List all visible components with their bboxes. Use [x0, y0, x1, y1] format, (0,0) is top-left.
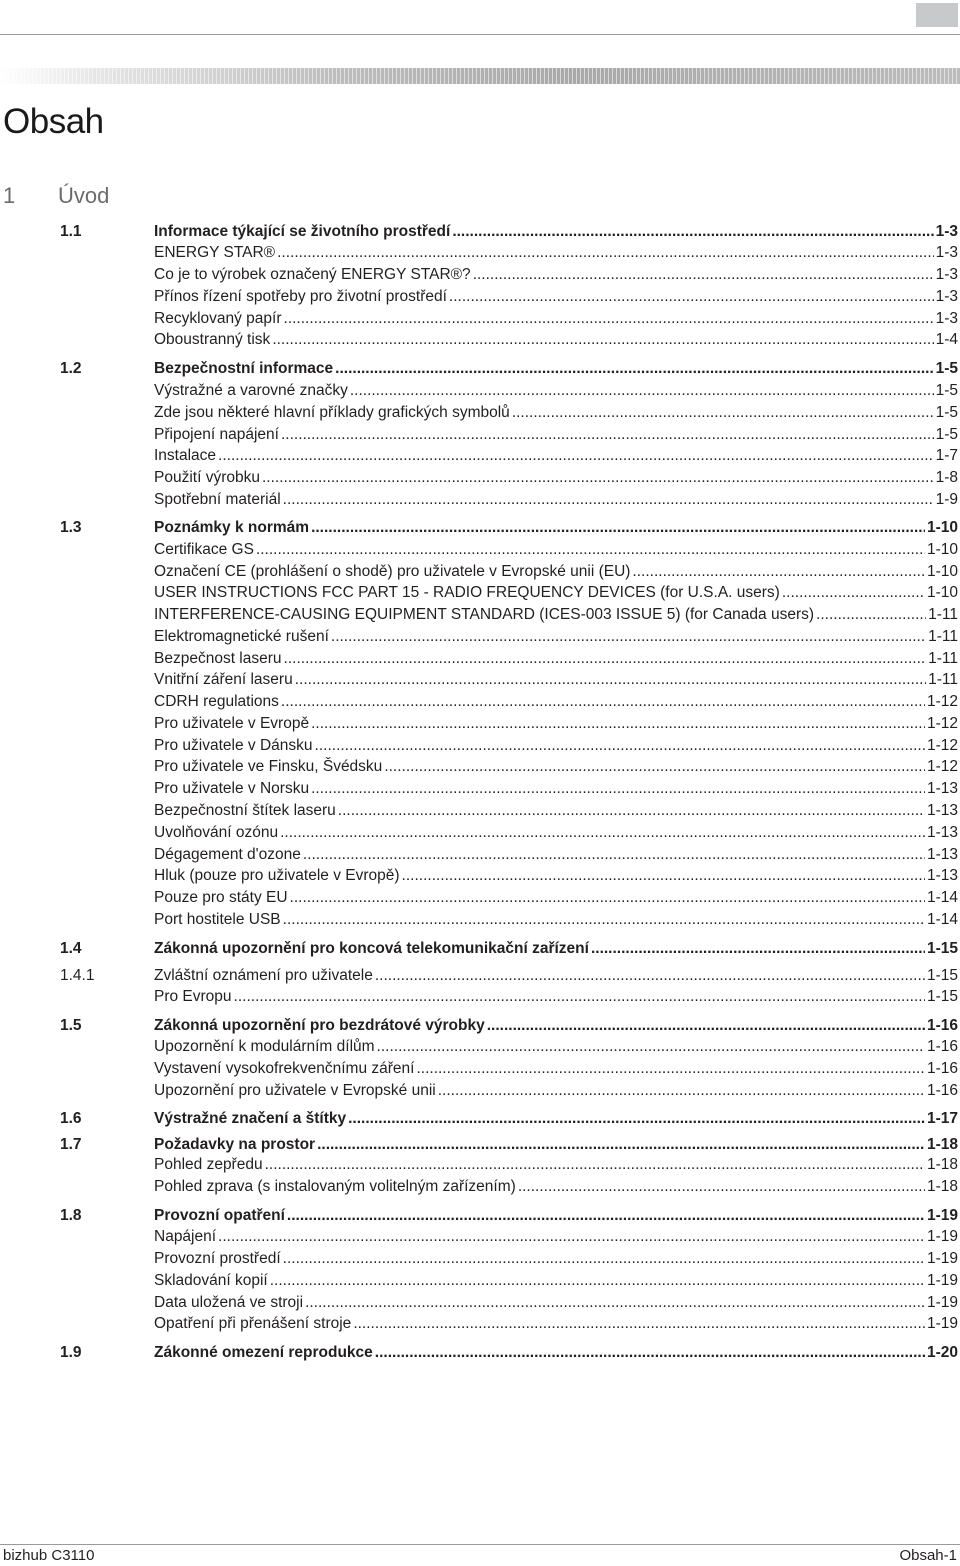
toc-entry-line — [154, 583, 958, 603]
toc-entry-title: Upozornění pro uživatele v Evropské unii — [154, 1082, 436, 1099]
toc-entry[interactable] — [0, 627, 960, 647]
toc-entry-page: 1-3 — [935, 223, 958, 240]
toc-dot-leader — [284, 649, 927, 669]
toc-entry[interactable] — [0, 910, 960, 930]
toc-dot-leader — [303, 845, 925, 865]
toc-dot-leader — [782, 583, 925, 603]
toc-dot-leader — [272, 330, 933, 350]
toc-entry-line — [154, 866, 958, 886]
toc-entry-page: 1-16 — [926, 1017, 958, 1034]
toc-entry-page: 1-19 — [926, 1228, 958, 1245]
toc-entry-page: 1-11 — [928, 606, 958, 623]
toc-entry[interactable] — [0, 468, 960, 488]
toc-entry-line — [154, 359, 958, 379]
footer-rule — [0, 1544, 960, 1545]
toc-entry-title: Výstražné značení a štítky — [154, 1110, 347, 1127]
toc-dot-leader — [280, 823, 925, 843]
toc-entry-title: Pro Evropu — [154, 988, 232, 1005]
toc-entry-page: 1-16 — [926, 1082, 958, 1099]
toc-entry-title: Zákonná upozornění pro koncová telekomunikační zařízení — [154, 940, 589, 957]
toc-entry[interactable] — [0, 670, 960, 690]
toc-entry[interactable] — [0, 987, 960, 1007]
toc-entry-line — [154, 540, 958, 560]
toc-entry[interactable] — [0, 583, 960, 603]
toc-entry-page: 1-3 — [935, 310, 958, 327]
toc-dot-leader — [283, 1249, 925, 1269]
toc-entry[interactable] — [0, 1249, 960, 1269]
toc-dot-leader — [281, 425, 934, 445]
toc-dot-leader — [283, 910, 925, 930]
toc-entry-line — [154, 910, 958, 930]
toc-entry[interactable] — [0, 757, 960, 777]
toc-entry-line — [154, 966, 958, 986]
toc-entry-page: 1-7 — [935, 447, 958, 464]
toc-section-1-7[interactable] — [0, 1135, 960, 1155]
toc-entry-page: 1-16 — [926, 1060, 958, 1077]
toc-entry-title: Port hostitele USB — [154, 911, 281, 928]
toc-entry-title: Informace týkající se životního prostředí — [154, 223, 451, 240]
toc-entry[interactable] — [0, 1081, 960, 1101]
toc-dot-leader — [438, 1081, 925, 1101]
toc-entry-line — [154, 939, 958, 959]
toc-dot-leader — [402, 866, 925, 886]
toc-entry-title: Zákonné omezení reprodukce — [154, 1344, 373, 1361]
toc-entry-number: 1.2 — [60, 360, 82, 377]
toc-entry-page: 1-18 — [926, 1178, 958, 1195]
toc-entry-number: 1.4.1 — [60, 967, 95, 984]
toc-section-1-3[interactable] — [0, 518, 960, 538]
toc-entry-line — [154, 309, 958, 329]
toc-entry-page: 1-16 — [926, 1038, 958, 1055]
toc-entry[interactable] — [0, 1271, 960, 1291]
toc-entry[interactable] — [0, 446, 960, 466]
toc-entry-title: Elektromagnetické rušení — [154, 628, 329, 645]
toc-dot-leader — [262, 468, 934, 488]
toc-entry-line — [154, 1037, 958, 1057]
toc-dot-leader — [518, 1177, 925, 1197]
toc-entry[interactable] — [0, 330, 960, 350]
toc-entry-line — [154, 1293, 958, 1313]
toc-entry-page: 1-14 — [926, 889, 958, 906]
toc-entry-title: Pro uživatele ve Finsku, Švédsku — [154, 758, 383, 775]
toc-dot-leader — [234, 987, 925, 1007]
toc-entry-line — [154, 381, 958, 401]
toc-entry-page: 1-5 — [935, 382, 958, 399]
toc-entry-line — [154, 605, 958, 625]
toc-entry[interactable] — [0, 1227, 960, 1247]
toc-entry-title: Bezpečnost laseru — [154, 650, 282, 667]
toc-entry-number: 1.4 — [60, 940, 82, 957]
toc-entry-page: 1-19 — [926, 1315, 958, 1332]
toc-entry-page: 1-11 — [928, 671, 958, 688]
toc-dot-leader — [218, 446, 934, 466]
toc-dot-leader — [816, 605, 926, 625]
toc-entry[interactable] — [0, 243, 960, 263]
toc-entry[interactable] — [0, 425, 960, 445]
toc-entry-page: 1-18 — [926, 1136, 958, 1153]
toc-dot-leader — [449, 287, 934, 307]
toc-entry[interactable] — [0, 1293, 960, 1313]
toc-entry[interactable] — [0, 801, 960, 821]
toc-entry-title: Instalace — [154, 447, 217, 464]
toc-dot-leader — [317, 1135, 925, 1155]
toc-entry[interactable] — [0, 287, 960, 307]
toc-entry-line — [154, 265, 958, 285]
toc-entry[interactable] — [0, 540, 960, 560]
toc-dot-leader — [315, 736, 925, 756]
toc-entry-page: 1-19 — [926, 1250, 958, 1267]
toc-entry-number: 1.6 — [60, 1110, 82, 1127]
toc-entry-line — [154, 736, 958, 756]
toc-dot-leader — [311, 714, 925, 734]
toc-entry-page: 1-3 — [935, 244, 958, 261]
toc-entry-page: 1-10 — [926, 519, 958, 536]
toc-dot-leader — [338, 801, 925, 821]
toc-entry-line — [154, 1135, 958, 1155]
toc-entry-page: 1-19 — [926, 1272, 958, 1289]
toc-entry-line — [154, 670, 958, 690]
toc-entry-line — [154, 1016, 958, 1036]
toc-section-1-8[interactable] — [0, 1206, 960, 1226]
toc-entry-page: 1-19 — [926, 1294, 958, 1311]
toc-section-1-4[interactable] — [0, 939, 960, 959]
toc-entry-title: Skladování kopií — [154, 1272, 268, 1289]
toc-entry-line — [154, 987, 958, 1007]
toc-entry-line — [154, 1206, 958, 1226]
toc-entry[interactable] — [0, 649, 960, 669]
toc-entry-title: Spotřební materiál — [154, 491, 281, 508]
toc-entry-page: 1-10 — [926, 584, 958, 601]
toc-entry-title: Výstražné a varovné značky — [154, 382, 348, 399]
toc-entry-page: 1-13 — [926, 824, 958, 841]
toc-entry-line — [154, 714, 958, 734]
toc-entry-line — [154, 446, 958, 466]
toc-section-1-2[interactable] — [0, 359, 960, 379]
toc-dot-leader — [591, 939, 925, 959]
toc-dot-leader — [452, 222, 933, 242]
toc-entry-number: 1.1 — [60, 223, 82, 240]
toc-entry-page: 1-15 — [926, 940, 958, 957]
toc-entry-line — [154, 1271, 958, 1291]
toc-entry[interactable] — [0, 1314, 960, 1334]
toc-entry-title: Označení CE (prohlášení o shodě) pro uživatele v Evropské unii (EU) — [154, 563, 631, 580]
footer-product-name: bizhub C3110 — [3, 1547, 95, 1564]
toc-dot-leader — [512, 403, 934, 423]
toc-entry-title: Recyklovaný papír — [154, 310, 282, 327]
toc-entry-number: 1.5 — [60, 1017, 82, 1034]
toc-entry-page: 1-17 — [926, 1110, 958, 1127]
toc-entry-line — [154, 823, 958, 843]
toc-entry[interactable] — [0, 692, 960, 712]
toc-dot-leader — [277, 243, 934, 263]
toc-section-1-5[interactable] — [0, 1016, 960, 1036]
toc-entry-number: 1.8 — [60, 1207, 82, 1224]
toc-entry[interactable] — [0, 309, 960, 329]
toc-entry[interactable] — [0, 381, 960, 401]
toc-entry[interactable] — [0, 1155, 960, 1175]
toc-dot-leader — [311, 779, 925, 799]
toc-entry-page: 1-13 — [926, 780, 958, 797]
toc-entry[interactable] — [0, 605, 960, 625]
toc-entry-line — [154, 1314, 958, 1334]
toc-entry-page: 1-13 — [926, 802, 958, 819]
toc-dot-leader — [290, 888, 925, 908]
header-gradient-bar — [0, 68, 960, 84]
toc-entry-line — [154, 1155, 958, 1175]
toc-entry-title: Provozní prostředí — [154, 1250, 281, 1267]
footer-page-number: Obsah-1 — [899, 1547, 957, 1564]
toc-entry-page: 1-12 — [926, 715, 958, 732]
toc-entry-number: 1.9 — [60, 1344, 82, 1361]
toc-entry-line — [154, 1081, 958, 1101]
chapter-heading — [3, 183, 109, 209]
toc-entry-page: 1-3 — [935, 266, 958, 283]
toc-entry-line — [154, 845, 958, 865]
toc-entry-title: Dégagement d'ozone — [154, 846, 301, 863]
toc-entry-title: Poznámky k normám — [154, 519, 310, 536]
toc-entry[interactable] — [0, 714, 960, 734]
toc-entry[interactable] — [0, 1059, 960, 1079]
toc-entry-title: Opatření při přenášení stroje — [154, 1315, 352, 1332]
header-rule — [0, 34, 960, 35]
toc-dot-leader — [473, 265, 934, 285]
chapter-number: 1 — [3, 183, 16, 208]
toc-entry-title: USER INSTRUCTIONS FCC PART 15 - RADIO FREQUENCY DEVICES (for U.S.A. users) — [154, 584, 780, 601]
toc-entry-title: Co je to výrobek označený ENERGY STAR®? — [154, 266, 471, 283]
toc-entry[interactable] — [0, 888, 960, 908]
toc-entry-line — [154, 330, 958, 350]
toc-entry-page: 1-9 — [935, 491, 958, 508]
toc-entry-page: 1-5 — [935, 360, 958, 377]
toc-dot-leader — [287, 1206, 925, 1226]
toc-entry-title: Požadavky na prostor — [154, 1136, 316, 1153]
toc-dot-leader — [350, 381, 934, 401]
toc-entry-page: 1-18 — [926, 1156, 958, 1173]
toc-entry-title: ENERGY STAR® — [154, 244, 276, 261]
toc-entry-title: CDRH regulations — [154, 693, 279, 710]
toc-entry-title: Pro uživatele v Evropě — [154, 715, 310, 732]
toc-entry-title: Hluk (pouze pro uživatele v Evropě) — [154, 867, 400, 884]
toc-entry[interactable] — [0, 736, 960, 756]
toc-entry[interactable] — [0, 562, 960, 582]
toc-dot-leader — [331, 627, 926, 647]
toc-entry-title: Pohled zprava (s instalovaným volitelným zařízením) — [154, 1178, 516, 1195]
toc-entry-line — [154, 779, 958, 799]
toc-entry-line — [154, 490, 958, 510]
toc-entry-title: Data uložená ve stroji — [154, 1294, 304, 1311]
toc-entry-title: Vystavení vysokofrekvenčnímu záření — [154, 1060, 415, 1077]
toc-section-1-9[interactable] — [0, 1343, 960, 1363]
corner-tab-marker — [916, 3, 958, 27]
toc-entry[interactable] — [0, 866, 960, 886]
toc-entry-title: Pohled zepředu — [154, 1156, 263, 1173]
toc-entry[interactable] — [0, 823, 960, 843]
toc-entry-title: INTERFERENCE-CAUSING EQUIPMENT STANDARD (ICES-003 ISSUE 5) (for Canada users) — [154, 606, 815, 623]
toc-dot-leader — [265, 1155, 925, 1175]
toc-dot-leader — [353, 1314, 925, 1334]
toc-entry-page: 1-12 — [926, 737, 958, 754]
toc-dot-leader — [487, 1016, 925, 1036]
toc-entry-title: Zákonná upozornění pro bezdrátové výrobky — [154, 1017, 485, 1034]
toc-entry-line — [154, 757, 958, 777]
toc-entry-page: 1-19 — [926, 1207, 958, 1224]
toc-entry-line — [154, 1059, 958, 1079]
toc-entry-page: 1-10 — [926, 563, 958, 580]
toc-dot-leader — [416, 1059, 925, 1079]
toc-entry-title: Napájení — [154, 1228, 217, 1245]
toc-entry-page: 1-8 — [935, 469, 958, 486]
toc-entry[interactable] — [0, 265, 960, 285]
toc-entry-line — [154, 801, 958, 821]
toc-entry-page: 1-4 — [935, 331, 958, 348]
toc-entry-title: Uvolňování ozónu — [154, 824, 279, 841]
toc-entry-title: Použití výrobku — [154, 469, 260, 486]
toc-entry-title: Pro uživatele v Norsku — [154, 780, 310, 797]
toc-dot-leader — [348, 1109, 925, 1129]
toc-entry-page: 1-12 — [926, 758, 958, 775]
toc-entry-line — [154, 1227, 958, 1247]
toc-section-1-1[interactable] — [0, 222, 960, 242]
toc-entry-title: Upozornění k modulárním dílům — [154, 1038, 375, 1055]
toc-entry-number: 1.3 — [60, 519, 82, 536]
toc-dot-leader — [284, 309, 934, 329]
toc-entry-title: Bezpečnostní informace — [154, 360, 334, 377]
toc-entry-line — [154, 1109, 958, 1129]
toc-entry-title: Pro uživatele v Dánsku — [154, 737, 313, 754]
toc-entry-line — [154, 287, 958, 307]
toc-dot-leader — [377, 1037, 925, 1057]
toc-entry-title: Provozní opatření — [154, 1207, 285, 1224]
toc-dot-leader — [295, 670, 926, 690]
toc-dot-leader — [375, 1343, 925, 1363]
toc-entry-line — [154, 243, 958, 263]
toc-dot-leader — [281, 692, 925, 712]
toc-entry-line — [154, 562, 958, 582]
page-title: Obsah — [3, 102, 104, 141]
toc-entry-page: 1-5 — [935, 404, 958, 421]
toc-entry-page: 1-3 — [935, 288, 958, 305]
toc-entry-number: 1.7 — [60, 1136, 82, 1153]
toc-entry-title: Zde jsou některé hlavní příklady grafických symbolů — [154, 404, 510, 421]
toc-entry[interactable] — [0, 1037, 960, 1057]
toc-section-1-4-1[interactable] — [0, 966, 960, 986]
toc-entry-title: Přínos řízení spotřeby pro životní prostředí — [154, 288, 447, 305]
toc-entry-line — [154, 468, 958, 488]
toc-entry-line — [154, 403, 958, 423]
toc-entry-line — [154, 692, 958, 712]
toc-entry[interactable] — [0, 779, 960, 799]
toc-entry[interactable] — [0, 403, 960, 423]
toc-entry-page: 1-11 — [928, 628, 958, 645]
toc-entry[interactable] — [0, 1177, 960, 1197]
toc-entry-title: Připojení napájení — [154, 426, 279, 443]
toc-entry-line — [154, 649, 958, 669]
toc-entry-page: 1-11 — [928, 650, 958, 667]
toc-entry[interactable] — [0, 845, 960, 865]
toc-entry-title: Bezpečnostní štítek laseru — [154, 802, 336, 819]
toc-entry-page: 1-15 — [926, 988, 958, 1005]
toc-entry-line — [154, 518, 958, 538]
toc-entry-page: 1-10 — [926, 541, 958, 558]
chapter-title: Úvod — [58, 183, 110, 208]
toc-entry-page: 1-20 — [926, 1344, 958, 1361]
toc-entry-line — [154, 888, 958, 908]
toc-dot-leader — [218, 1227, 925, 1247]
toc-dot-leader — [335, 359, 933, 379]
toc-entry-line — [154, 1249, 958, 1269]
toc-entry-title: Pouze pro státy EU — [154, 889, 288, 906]
toc-entry-page: 1-13 — [926, 867, 958, 884]
toc-entry-page: 1-12 — [926, 693, 958, 710]
toc-dot-leader — [632, 562, 925, 582]
toc-entry-title: Zvláštní oznámení pro uživatele — [154, 967, 373, 984]
toc-entry-title: Vnitřní záření laseru — [154, 671, 293, 688]
toc-entry-page: 1-13 — [926, 846, 958, 863]
toc-dot-leader — [270, 1271, 925, 1291]
toc-entry-line — [154, 1343, 958, 1363]
toc-entry[interactable] — [0, 490, 960, 510]
toc-entry-line — [154, 627, 958, 647]
toc-dot-leader — [384, 757, 925, 777]
toc-entry-page: 1-14 — [926, 911, 958, 928]
toc-entry-line — [154, 425, 958, 445]
toc-entry-page: 1-15 — [926, 967, 958, 984]
toc-entry-line — [154, 222, 958, 242]
toc-entry-line — [154, 1177, 958, 1197]
toc-dot-leader — [256, 540, 925, 560]
toc-dot-leader — [375, 966, 925, 986]
toc-dot-leader — [311, 518, 925, 538]
toc-entry-title: Certifikace GS — [154, 541, 254, 558]
toc-entry-page: 1-5 — [935, 426, 958, 443]
toc-dot-leader — [305, 1293, 925, 1313]
toc-section-1-6[interactable] — [0, 1109, 960, 1129]
toc-entry-title: Oboustranný tisk — [154, 331, 271, 348]
toc-dot-leader — [283, 490, 934, 510]
